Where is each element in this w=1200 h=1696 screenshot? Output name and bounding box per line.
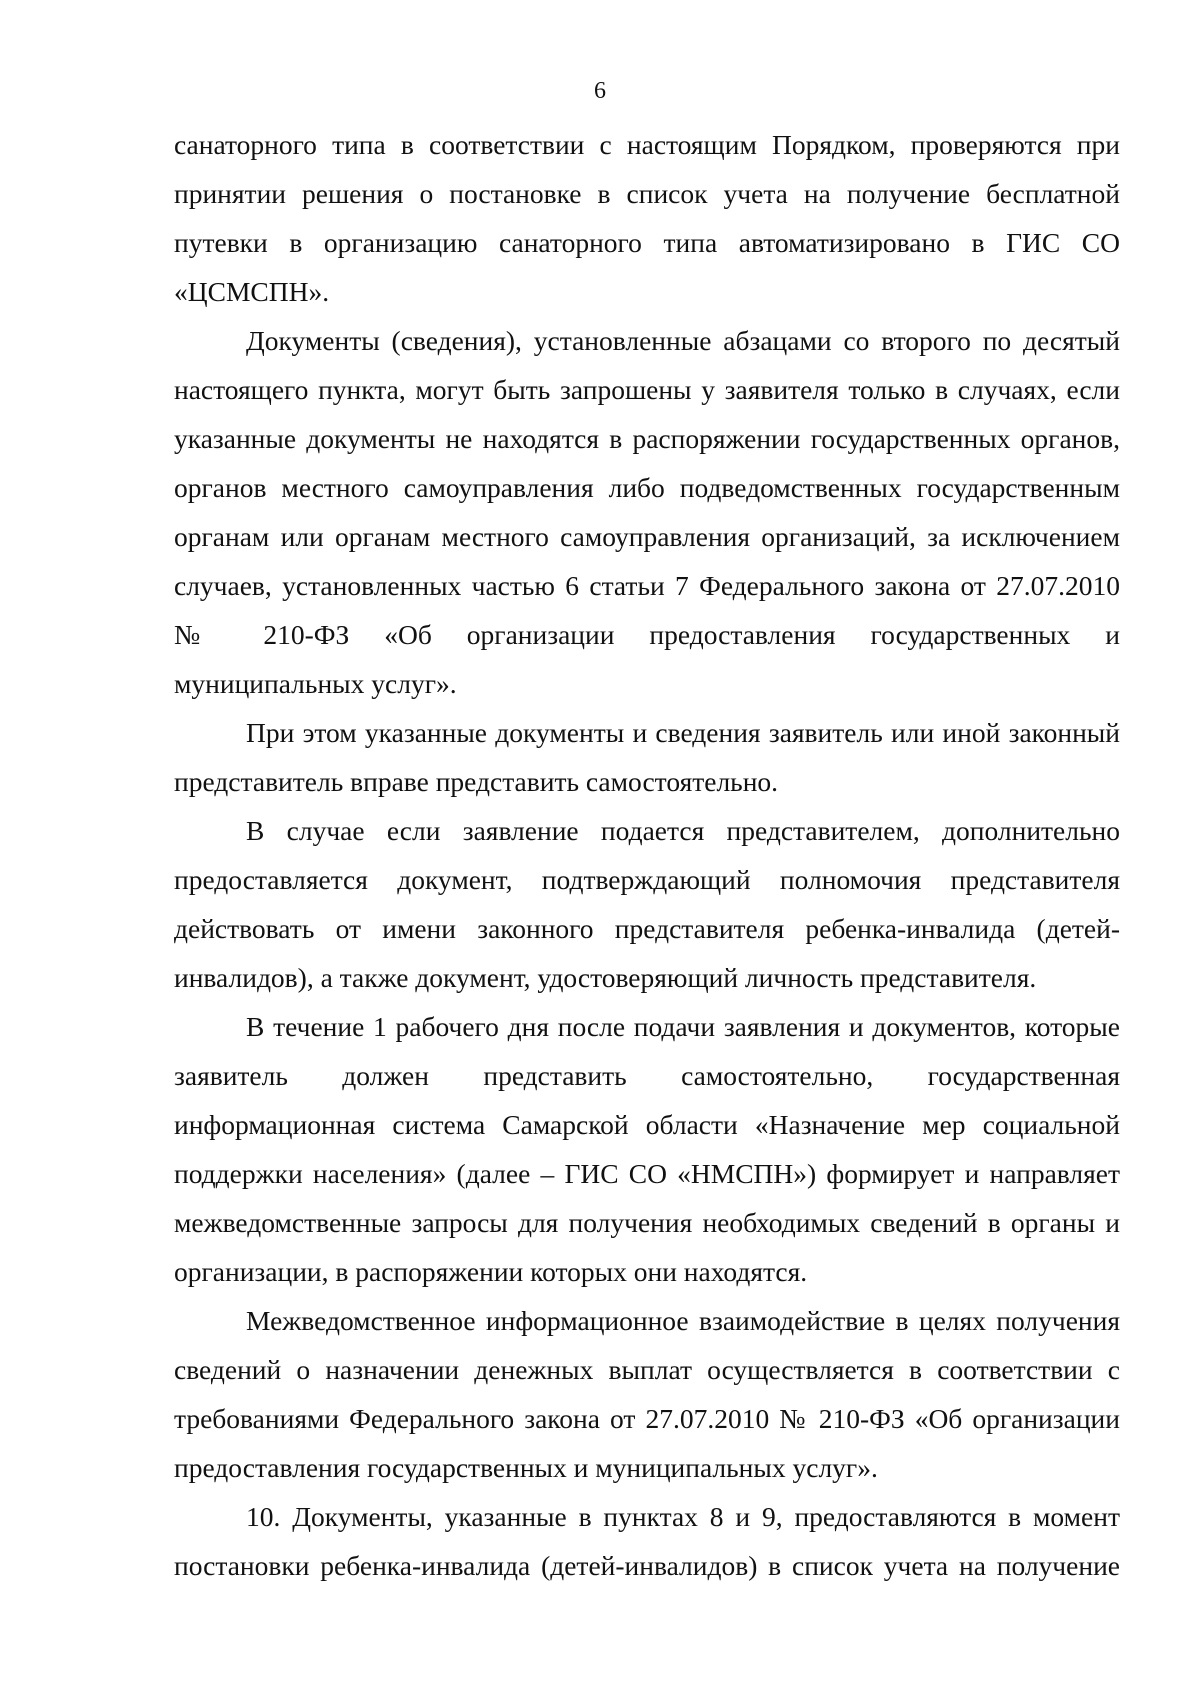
- paragraph-interagency-requests: В течение 1 рабочего дня после подачи заявления и документов, которые заявитель должен представить самостоятельно, государственная информационная система Самарской области «Назначение мер социальной поддержки населения» (далее – ГИС СО «НМСПН») формирует и направляет межведомственные запросы для получения необходимых сведений в органы и организации, в распоряжении которых они находятся.: [174, 1011, 1120, 1287]
- document-body: [174, 120, 1120, 1590]
- paragraph-continuation: санаторного типа в соответствии с настоящим Порядком, проверяются при принятии решения о постановке в список учета на получение бесплатной путевки в организацию санаторного типа автоматизировано в ГИС СО «ЦСМСПН».: [174, 129, 1120, 307]
- paragraph-representative: В случае если заявление подается представителем, дополнительно предоставляется документ, подтверждающий полномочия представителя действовать от имени законного представителя ребенка-инвалида (детей-инвалидов), а также документ, удостоверяющий личность представителя.: [174, 815, 1120, 993]
- paragraph-interagency-interaction: Межведомственное информационное взаимодействие в целях получения сведений о назначении денежных выплат осуществляется в соответствии с требованиями Федерального закона от 27.07.2010 № 210-ФЗ «Об организации предоставления государственных и муниципальных услуг».: [174, 1305, 1120, 1483]
- paragraph-item-10: 10. Документы, указанные в пунктах 8 и 9, предоставляются в момент постановки ребенка-инвалида (детей-инвалидов) в список учета на получение: [174, 1501, 1120, 1581]
- paragraph-documents-request: Документы (сведения), установленные абзацами со второго по десятый настоящего пункта, могут быть запрошены у заявителя только в случаях, если указанные документы не находятся в распоряжении государственных органов, органов местного самоуправления либо подведомственных государственным органам или органам местного самоуправления организаций, за исключением случаев, установленных частью 6 статьи 7 Федерального закона от 27.07.2010 № 210-ФЗ «Об организации предоставления государственных и муниципальных услуг».: [174, 325, 1120, 699]
- paragraph-self-submission: При этом указанные документы и сведения заявитель или иной законный представитель вправе представить самостоятельно.: [174, 717, 1120, 797]
- page-number: 6: [594, 78, 606, 104]
